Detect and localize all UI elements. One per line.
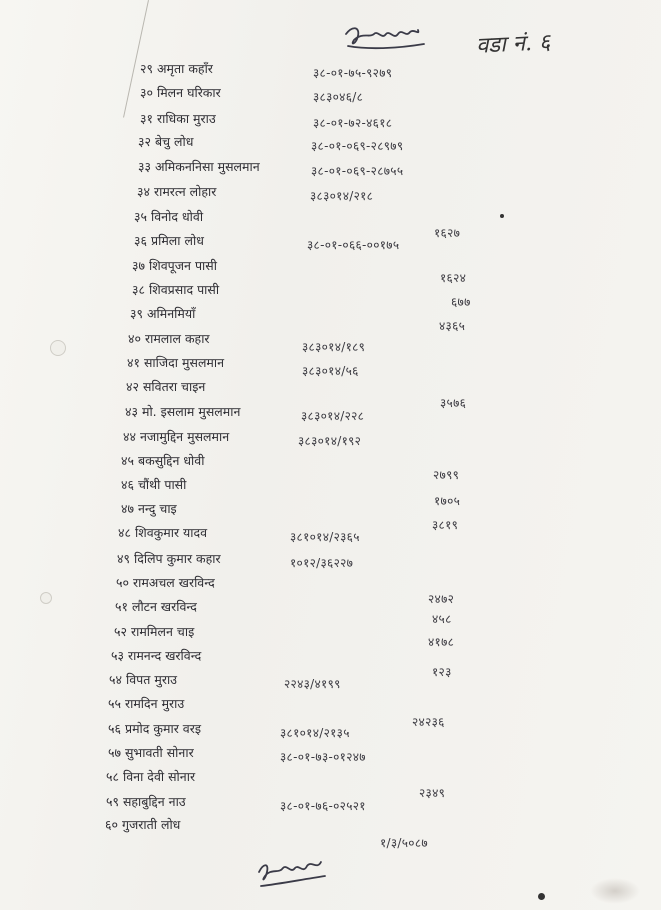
record-number: १/३/५०८७ xyxy=(380,836,428,850)
record-name: ४३ मो. इसलाम मुसलमान xyxy=(125,404,241,419)
record-number: ४१७८ xyxy=(428,635,455,649)
record-name: ३३ अमिकननिसा मुसलमान xyxy=(138,159,260,174)
record-number: ३८-०१-७२-४६१८ xyxy=(313,116,393,130)
record-number: ३८३०१४/२१८ xyxy=(310,189,374,203)
record-name: ४१ साजिदा मुसलमान xyxy=(127,355,225,370)
record-number: ३८३०४६/८ xyxy=(313,90,364,104)
record-number: २२४३/४१९९ xyxy=(284,677,341,691)
ink-blot xyxy=(538,893,545,900)
record-name: ३९ अमिनमियाँ xyxy=(130,306,196,321)
record-name: ४९ दिलिप कुमार कहार xyxy=(117,551,221,566)
record-name: ३२ बेचु लोध xyxy=(138,134,194,149)
record-name: ३८ शिवप्रसाद पासी xyxy=(132,282,220,297)
record-name: ४२ सवितरा चाइन xyxy=(126,379,206,394)
record-number: ३८३०१४/१९२ xyxy=(298,434,362,448)
record-number: ३८-०१-०६६-००१७५ xyxy=(307,238,400,252)
record-number: ३८३०१४/१८९ xyxy=(302,340,366,354)
record-number: १६२४ xyxy=(440,271,467,285)
record-number: ६७७ xyxy=(451,295,471,309)
record-name: ५३ रामनन्द खरविन्द xyxy=(111,648,202,663)
record-name: ५९ सहाबुद्दिन नाउ xyxy=(106,794,186,809)
record-name: २९ अमृता कहाँर xyxy=(140,61,213,76)
record-name: ४४ नजामुद्दिन मुसलमान xyxy=(123,429,230,444)
record-number: ३८३०१४/२२८ xyxy=(301,409,365,423)
record-number: ३८३०१४/५६ xyxy=(302,364,359,378)
record-number: ३५७६ xyxy=(440,396,467,410)
punch-hole xyxy=(50,340,66,356)
record-number: १६२७ xyxy=(434,226,461,240)
record-name: ३१ राधिका मुराउ xyxy=(140,111,216,126)
record-name: ४८ शिवकुमार यादव xyxy=(118,525,208,540)
record-name: ५५ रामदिन मुराउ xyxy=(108,696,185,711)
record-number: २४७२ xyxy=(428,592,455,606)
record-number: ४५८ xyxy=(432,612,452,626)
record-number: ३८१०१४/२१३५ xyxy=(280,726,350,740)
ward-number-label: वडा नं. ६ xyxy=(475,30,552,59)
record-number: ३८-०१-७३-०१२४७ xyxy=(280,750,366,764)
record-name: ४० रामलाल कहार xyxy=(128,331,210,346)
record-name: ३६ प्रमिला लोध xyxy=(134,233,204,248)
record-number: ३८-०१-७६-०२५२१ xyxy=(280,799,366,813)
record-name: ५८ विना देवी सोनार xyxy=(106,769,196,784)
record-number: ३८१९ xyxy=(432,518,459,532)
record-name: ५६ प्रमोद कुमार वरइ xyxy=(108,721,202,736)
record-name: ३५ विनोद धोवी xyxy=(134,209,204,224)
record-name: ५२ राममिलन चाइ xyxy=(114,624,195,639)
top-signature-icon xyxy=(340,22,440,56)
record-name: ५० रामअचल खरविन्द xyxy=(116,575,215,590)
record-name: ४५ बकसुद्दिन धोवी xyxy=(121,453,205,468)
record-number: ३८-०१-७५-९२७९ xyxy=(313,66,393,80)
record-number: १७०५ xyxy=(434,494,461,508)
record-name: ३४ रामरत्न लोहार xyxy=(137,184,217,199)
record-number: ३८-०१-०६९-२८७५५ xyxy=(311,164,404,178)
record-name: ५१ लौटन खरविन्द xyxy=(115,599,197,614)
record-number: ३८-०१-०६९-२८९७९ xyxy=(311,139,404,153)
record-name: ३० मिलन घरिकार xyxy=(140,85,221,100)
record-name: ५४ विपत मुराउ xyxy=(109,672,178,687)
punch-hole xyxy=(40,592,52,604)
record-number: १०१२/३६२२७ xyxy=(290,556,354,570)
record-name: ५७ सुभावती सोनार xyxy=(108,745,194,760)
record-number: २७९९ xyxy=(433,468,460,482)
record-name: ६० गुजराती लोध xyxy=(105,817,181,832)
paper-stain xyxy=(590,878,640,904)
record-number: ३८१०१४/२३६५ xyxy=(290,530,360,544)
record-name: ४६ चौंथी पासी xyxy=(121,477,187,492)
record-number: ४३६५ xyxy=(439,319,466,333)
record-name: ४७ नन्दु चाइ xyxy=(121,501,177,516)
record-number: २४२३६ xyxy=(412,715,445,729)
record-number: १२३ xyxy=(432,665,452,679)
bottom-signature-icon xyxy=(255,852,335,892)
record-number: २३४९ xyxy=(419,786,446,800)
ink-dot xyxy=(500,214,504,218)
record-name: ३७ शिवपूजन पासी xyxy=(132,258,217,273)
